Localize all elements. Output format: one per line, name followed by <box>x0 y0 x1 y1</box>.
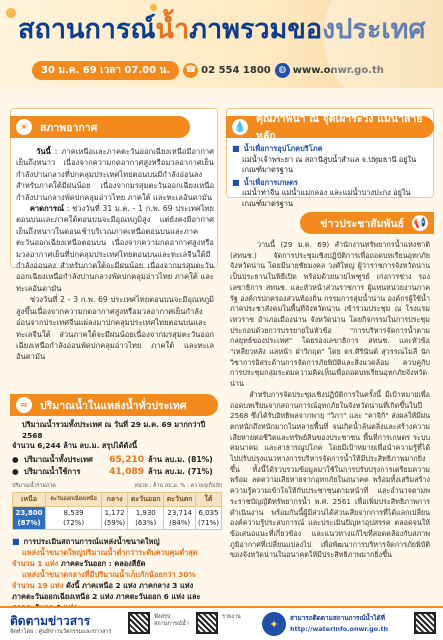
table-caption-left: ปริมาณน้ำรายภาค <box>12 482 56 489</box>
phone-number: 02 554 1800 <box>201 64 271 76</box>
table-cell <box>195 506 221 529</box>
bullet-icon: ● <box>12 466 19 476</box>
cell-percent: (72%) <box>63 518 85 527</box>
quality-item-title: น้ำเพื่อการเกษตร <box>243 177 298 187</box>
cell-percent: (84%) <box>169 518 191 527</box>
stat-label: ปริมาณน้ำใช้การ <box>24 466 81 476</box>
table-header: เหนือ <box>13 492 46 506</box>
assessment-line: แหล่งน้ำขนาดใหญ่ปริมาณน้ำต่ำกว่าระดับควบคุมต่ำสุด <box>22 547 198 557</box>
bullet-icon: ■ <box>232 177 240 187</box>
reservoir-heading: ปริมาณน้ำในแหล่งน้ำทั่วประเทศ <box>40 399 187 412</box>
regional-water-table <box>12 492 222 530</box>
weather-heading-bar <box>10 116 190 138</box>
page-title <box>18 12 426 48</box>
reservoir-heading-bar <box>10 394 218 416</box>
footer-report-label: รายงาน <box>222 614 241 620</box>
bullet-icon: ■ <box>12 536 20 546</box>
stat-value: 65,210 <box>109 454 144 465</box>
reservoir-stats <box>12 454 222 478</box>
table-cell <box>13 506 46 529</box>
cell-value: 1,172 <box>104 508 125 517</box>
quality-item-title: น้ำเพื่อการอุปโภคบริโภค <box>243 144 323 153</box>
pr-text: วานนี้ (29 ม.ค. 69) สำนักงานทรัพยากรน้ำแห่งชาติ (สทนช.) จัดการประชุมเชิงปฏิบัติการเพื่อถอดบทเรียนอุทกภัยจังหวัดน่าน โดยมีนายชัยมงคล วงศ์ใหญ่ ผู้ว่าราชการจังหวัดน่านเป็นประธานในพิธีเปิด พร้อมด้วยนายไพฑูรย์ เก่งการช่าง รองเลขาธิการ สทนช. และหัวหน้าส่วนราชการ ผู้แทนหน่วยงานภาครัฐ องค์กรปกครองส่วนท้องถิ่น กรรมการลุ่มน้ำน่าน องค์กรผู้ใช้น้ำ ภาคประชาสังคมในพื้นที่จังหวัดน่าน เข้าร่วมประชุม ณ โรงแรมเทวราช อำเภอเมืองน่าน จังหวัดน่าน โดยกิจกรรมในการประชุมประกอบด้วยการบรรยายในหัวข้อ "การบริหารจัดการน้ำตามกลยุทธ์ของประเทศ" โดยรองเลขาธิการ สทนช. และหัวข้อ "เหลียวหลัง แลหน้า ฝ่าวิกฤต" โดย ดร.ศิรินันต์ สุวรรณโมลี นักวิชาการอิสระด้านการจัดการภัยพิบัติและสิ่งแวดล้อม ควบคู่กับการประชุมกลุ่มระดมความคิดเห็นเพื่อถอดบทเรียนอุทกภัยจังหวัดน่าน <box>230 240 430 389</box>
table-row <box>13 506 222 529</box>
table-header: กลาง <box>102 492 128 506</box>
cell-percent: (63%) <box>135 518 157 527</box>
onwr-logo-icon: ✦ <box>262 612 286 636</box>
weather-today-lead: วันนี้ <box>36 147 51 156</box>
water-quality-list <box>232 144 428 210</box>
assessment-title: การประเมินสถานการณ์แหล่งน้ำขนาดใหญ่ <box>23 536 160 546</box>
qr-code-icon[interactable] <box>128 612 150 634</box>
water-drop-icon: 💧 <box>230 117 250 137</box>
weather-forecast <box>16 203 214 294</box>
cell-value: 23,714 <box>167 508 192 517</box>
list-item <box>232 178 428 210</box>
water-quality-heading-bar <box>226 113 434 142</box>
table-cell <box>128 506 164 529</box>
table-cell <box>102 506 128 529</box>
cell-percent: (71%) <box>197 518 219 527</box>
phone-contact[interactable] <box>183 63 271 78</box>
assessment-line: ภาคตะวันออกเฉียงเหนือ 2 แห่ง ภาคตะวันออก 6 แห่ง และ <box>12 591 201 601</box>
qr-code-icon[interactable] <box>196 612 218 634</box>
page-header <box>0 0 443 88</box>
website-link[interactable] <box>275 63 384 78</box>
stat-total-water <box>12 454 222 466</box>
bullet-icon: ■ <box>232 144 240 153</box>
table-header: ใต้ <box>195 492 221 506</box>
decor-dot <box>6 8 16 18</box>
pr-heading-bar <box>300 212 434 234</box>
footer-producer: จัดทำโดย : ศูนย์ข่าวนวัตกรรมและข่าวสาร <box>10 629 112 635</box>
weather-forecast-lead: คาดการณ์ <box>29 204 65 214</box>
pr-paragraph-2 <box>230 390 430 561</box>
cell-value: 8,539 <box>63 508 84 517</box>
title-part-situation: สถานการณ์ <box>18 14 156 45</box>
dam-icon: ≈ <box>14 395 34 415</box>
stat-usable-water <box>12 466 222 478</box>
assessment-line: ดังนี้ ภาคเหนือ 2 แห่ง ภาคกลาง 3 แห่ง <box>63 580 194 590</box>
cell-percent: (59%) <box>104 518 126 527</box>
table-caption-right: หน่วย : ล้าน ลบ.ม. % : ความจุเก็บกัก <box>134 482 222 489</box>
reservoir-summary-line1: ปริมาณน้ำรวมทั้งประเทศ ณ วันที่ 29 ม.ค. 69 มากกว่าปี 2568 <box>22 420 206 440</box>
globe-icon: ◍ <box>275 63 290 78</box>
pr-text: สำหรับการจัดประชุมเชิงปฏิบัติการในครั้งนี้ มีเป้าหมายเพื่อถอดบทเรียนจากสถานการณ์อุทกภัยในจังหวัดน่านที่เกิดขึ้นในปี 2568 ซึ่งได้รับอิทธิพลจากพายุ "วิภา" และ "คาจิกิ" ส่งผลให้มีฝนตกหนักถึงหนักมากในหลายพื้นที่ จนเกิดน้ำล้นตลิ่งและสร้างความเสียหายต่อชีวิตและทรัพย์สินของประชาชน พื้นที่การเกษตร ระบบคมนาคม และสาธารณูปโภค โดยมีเป้าหมายเพื่อนำความรู้ที่ได้ไปปรับปรุงแนวทางการบริหารจัดการน้ำให้มีประสิทธิภาพมากยิ่งขึ้น ทั้งนี้ได้รวบรวมข้อมูลมาใช้ในการปรับปรุงการเตรียมความพร้อม ลดความเสียหายจากอุทกภัยในอนาคต พร้อมทั้งเสริมสร้างความรู้ความเข้าใจให้กับประชาชนตามหน้าที่ และอำนาจตามพระราชบัญญัติทรัพยากรน้ำ พ.ศ. 2561 เพื่อเพิ่มประสิทธิภาพการดำเนินงาน พร้อมกันนี้ผู้มีส่วนได้ส่วนเสียจากการที่ได้แลกเปลี่ยนองค์ความรู้ประสบการณ์ และประเมินปัญหาอุปสรรค ตลอดจนให้ข้อเสนอแนะที่เกี่ยวข้อง และแนวทางแก้ไขที่สอดคล้องกับสภาพภูมิอากาศที่เปลี่ยนแปลงไป เพื่อพัฒนาการบริหารจัดการภัยพิบัติของจังหวัดน่านในอนาคตให้มีประสิทธิภาพมากยิ่งขึ้น <box>230 389 430 560</box>
thermometer-icon: ☀ <box>14 117 34 137</box>
footer-listen-label: ฟังสรุปสถานการณ์น้ำ <box>154 614 189 627</box>
weather-heading: สภาพอากาศ <box>40 121 98 134</box>
table-cell <box>46 506 102 529</box>
reservoir-summary-line2: จำนวน 6,244 ล้าน ลบ.ม. สรุปได้ดังนี้ <box>12 441 137 450</box>
stat-unit: ล้าน ลบ.ม. (81%) <box>148 454 213 464</box>
weather-today-text: : ภาคเหนือและภาคตะวันออกเฉียงเหนือมีอากาศเย็นถึงหนาว เนื่องจากความกดอากาศสูงหรือมวลอากาศเย็นกำลังปานกลางที่ปกคลุมประเทศไทยตอนบนมีกำลังอ่อนลง สำหรับภาคใต้มีฝนน้อย เนื่องจากมรสุมตะวันออกเฉียงเหนือกำลังปานกลางพัดปกคลุมอ่าวไทย ภาคใต้ และทะเลอันดามัน <box>16 147 214 202</box>
table-header: ตะวันออกเฉียงเหนือ <box>46 492 102 506</box>
assessment-count: จำนวน 1 แห่ง <box>12 558 59 568</box>
assessment-count: จำนวน 19 แห่ง <box>12 580 64 590</box>
cell-percent: (87%) <box>17 518 41 527</box>
pr-heading: ข่าวประชาสัมพันธ์ <box>320 217 404 230</box>
footer-follow-title: ติดตามข่าวสาร <box>10 614 91 628</box>
assessment-line: แหล่งน้ำขนาดกลางที่มีปริมาณน้ำเก็บกักน้อยกว่า 30% <box>22 569 196 579</box>
title-part-water: น้ำ <box>155 14 190 45</box>
quality-item-text: แม่น้ำเจ้าพระยา ณ สถานีสูบน้ำสำแล จ.ปทุมธานี อยู่ในเกณฑ์มาตรฐาน <box>242 154 417 175</box>
table-header: ตะวันตก <box>164 492 196 506</box>
table-cell <box>164 506 196 529</box>
cell-value: 6,035 <box>198 508 219 517</box>
cell-value: 23,800 <box>15 508 43 517</box>
weather-outlook-text: ช่วงวันที่ 2 - 3 ก.พ. 69 ประเทศไทยตอนบนจะมีอุณหภูมิสูงขึ้นเนื่องจากความกดอากาศสูงหรือมวลอากาศเย็นกำลังอ่อนจากประเทศจีนแผ่ลงมาปกคลุมประเทศไทยตอนบนและทะเลจีนใต้ ส่วนภาคใต้จะมีฝนน้อยเนื่องจากมรสุมตะวันออกเฉียงเหนือกำลังอ่อนพัดปกคลุมอ่าวไทย ภาคใต้ และทะเลอันดามัน <box>16 295 214 362</box>
pr-body <box>230 240 430 561</box>
assessment-block <box>12 536 222 613</box>
footer-follow-online: สามารถติดตามสถานการณ์น้ำได้ที่ <box>290 614 385 622</box>
phone-icon: ☎ <box>183 63 198 78</box>
table-header-row <box>13 492 222 506</box>
weather-today <box>16 146 214 203</box>
assessment-title-row <box>12 536 222 547</box>
quality-item-text: แม่น้ำท่าจีน แม่น้ำแม่กลอง และแม่น้ำบางปะกง อยู่ในเกณฑ์มาตรฐาน <box>242 188 411 208</box>
table-header: ตะวันออก <box>128 492 164 506</box>
megaphone-icon: 📢 <box>410 213 430 233</box>
title-part-overview: ภาพรวมของประเทศ <box>189 14 426 45</box>
bullet-icon: ● <box>12 454 19 464</box>
website-url: www.onwr.go.th <box>292 64 384 76</box>
list-item <box>232 144 428 176</box>
stat-label: ปริมาณน้ำทั้งประเทศ <box>24 454 93 464</box>
table-caption <box>12 482 222 490</box>
weather-outlook <box>16 294 214 362</box>
reservoir-summary <box>12 420 222 452</box>
cell-value: 1,930 <box>135 508 156 517</box>
header-info-bar <box>32 60 384 80</box>
water-quality-heading: คุณภาพน้ำ ณ จุดเฝ้าระวัง แม่น้ำสายหลัก <box>256 113 423 142</box>
weather-body <box>16 146 214 363</box>
stat-unit: ล้าน ลบ.ม. (71%) <box>148 466 213 476</box>
report-date-badge: 30 ม.ค. 69 เวลา 07.00 น. <box>32 61 179 80</box>
qr-code-icon[interactable] <box>414 612 436 634</box>
stat-value: 41,089 <box>109 466 144 477</box>
page-footer <box>0 606 443 640</box>
weather-forecast-text: : ช่วงวันที่ 31 ม.ค. - 1 ก.พ. 69 ประเทศไทยตอนบนและภาคใต้ตอนบนจะมีอุณหภูมิสูง แต่ยังคงมีอากาศเย็นถึงหนาวในตอนเช้าบริเวณภาคเหนือตอนบนและภาคตะวันออกเฉียงเหนือตอนบน เนื่องจากความกดอากาศสูงหรือมวลอากาศเย็นที่ปกคลุมประเทศไทยตอนบนและทะเลจีนใต้มีกำลังอ่อนลง สำหรับภาคใต้จะมีฝนน้อย เนื่องจากมรสุมตะวันออกเฉียงเหนือกำลังปานกลางพัดปกคลุมอ่าวไทย ภาคใต้ และทะเลอันดามัน <box>16 204 214 293</box>
assessment-line: ภาคตะวันออก : คลองสียัด <box>58 558 146 568</box>
reservoir-body <box>12 420 222 613</box>
decor-dot <box>150 4 157 11</box>
pr-paragraph-1 <box>230 240 430 390</box>
footer-waterinfo-link[interactable]: http://waterinfo.onwr.go.th <box>290 625 389 633</box>
